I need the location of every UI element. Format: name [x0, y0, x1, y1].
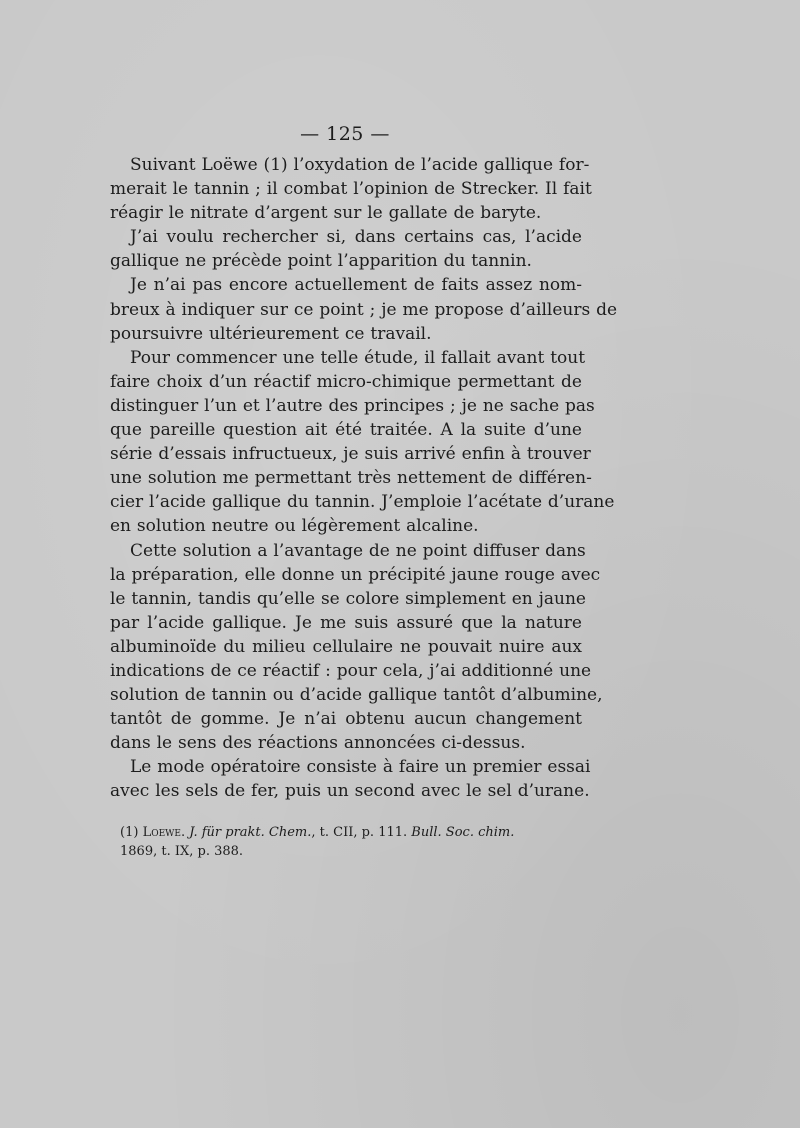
text-line: dans le sens des réactions annoncées ci-dessus.: [110, 733, 526, 754]
text-line: solution de tannin ou d’acide gallique tantôt d’albumine,: [110, 685, 603, 706]
text-line: une solution me permettant très nettement de différen-: [110, 468, 592, 489]
footnote: [120, 823, 582, 861]
text-line: le tannin, tandis qu’elle se colore simplement en jaune: [110, 588, 586, 609]
text-line: Cette solution a l’avantage de ne point diffuser dans: [130, 540, 586, 561]
text-line: albuminoïde du milieu cellulaire ne pouvait nuire aux: [110, 636, 582, 657]
text-line: que pareille question ait été traitée. A la suite d’une: [110, 420, 582, 441]
footnote-journal: J. für prakt. Chem.: [189, 825, 312, 840]
text-line: indications de ce réactif : pour cela, j’ai additionné une: [110, 660, 592, 681]
text-line: tantôt de gomme. Je n’ai obtenu aucun changement: [110, 709, 582, 730]
footnote-journal: Bull. Soc. chim.: [411, 825, 515, 840]
footnote-line: [120, 823, 582, 842]
text-line: distinguer l’un et l’autre des principes ; je ne sache pas: [110, 395, 595, 416]
text-line: cier l’acide gallique du tannin. J’emploie l’acétate d’urane: [110, 492, 615, 513]
paragraph: [110, 539, 603, 756]
page-number: — 125 —: [300, 123, 390, 145]
text-line: avec les sels de fer, puis un second avec le sel d’urane.: [110, 781, 590, 802]
text-line: en solution neutre ou légèrement alcaline.: [110, 516, 479, 537]
text-line: Le mode opératoire consiste à faire un premier essai: [130, 757, 591, 778]
text-line: réagir le nitrate d’argent sur le gallate de baryte.: [110, 203, 542, 224]
footnote-marker: (1): [120, 825, 139, 840]
paragraph: [110, 755, 591, 803]
text-line: gallique ne précède point l’apparition du tannin.: [110, 251, 532, 272]
paragraph: [110, 273, 618, 345]
paragraph: [110, 225, 582, 273]
text-line: J’ai voulu rechercher si, dans certains cas, l’acide: [130, 227, 582, 248]
footnote-line: 1869, t. IX, p. 388.: [120, 844, 244, 859]
text-line: Pour commencer une telle étude, il fallait avant tout: [130, 347, 586, 368]
text-line: série d’essais infructueux, je suis arrivé enfin à trouver: [110, 444, 591, 465]
footnote-author: Loewe.: [142, 825, 186, 840]
paragraph: [110, 153, 592, 225]
text-line: Je n’ai pas encore actuellement de faits assez nom-: [130, 275, 582, 296]
text-line: poursuivre ultérieurement ce travail.: [110, 323, 432, 344]
text-line: breux à indiquer sur ce point ; je me propose d’ailleurs de: [110, 299, 618, 320]
footnote-reference: , t. CII, p. 111.: [311, 825, 408, 840]
text-line: la préparation, elle donne un précipité jaune rouge avec: [110, 564, 601, 585]
paragraph: [110, 346, 615, 539]
text-line: faire choix d’un réactif micro-chimique permettant de: [110, 371, 582, 392]
text-line: par l’acide gallique. Je me suis assuré que la nature: [110, 612, 582, 633]
body-text: [110, 153, 618, 804]
text-line: Suivant Loëwe (1) l’oxydation de l’acide gallique for-: [130, 155, 590, 175]
text-line: merait le tannin ; il combat l’opinion de Strecker. Il fait: [110, 179, 592, 200]
